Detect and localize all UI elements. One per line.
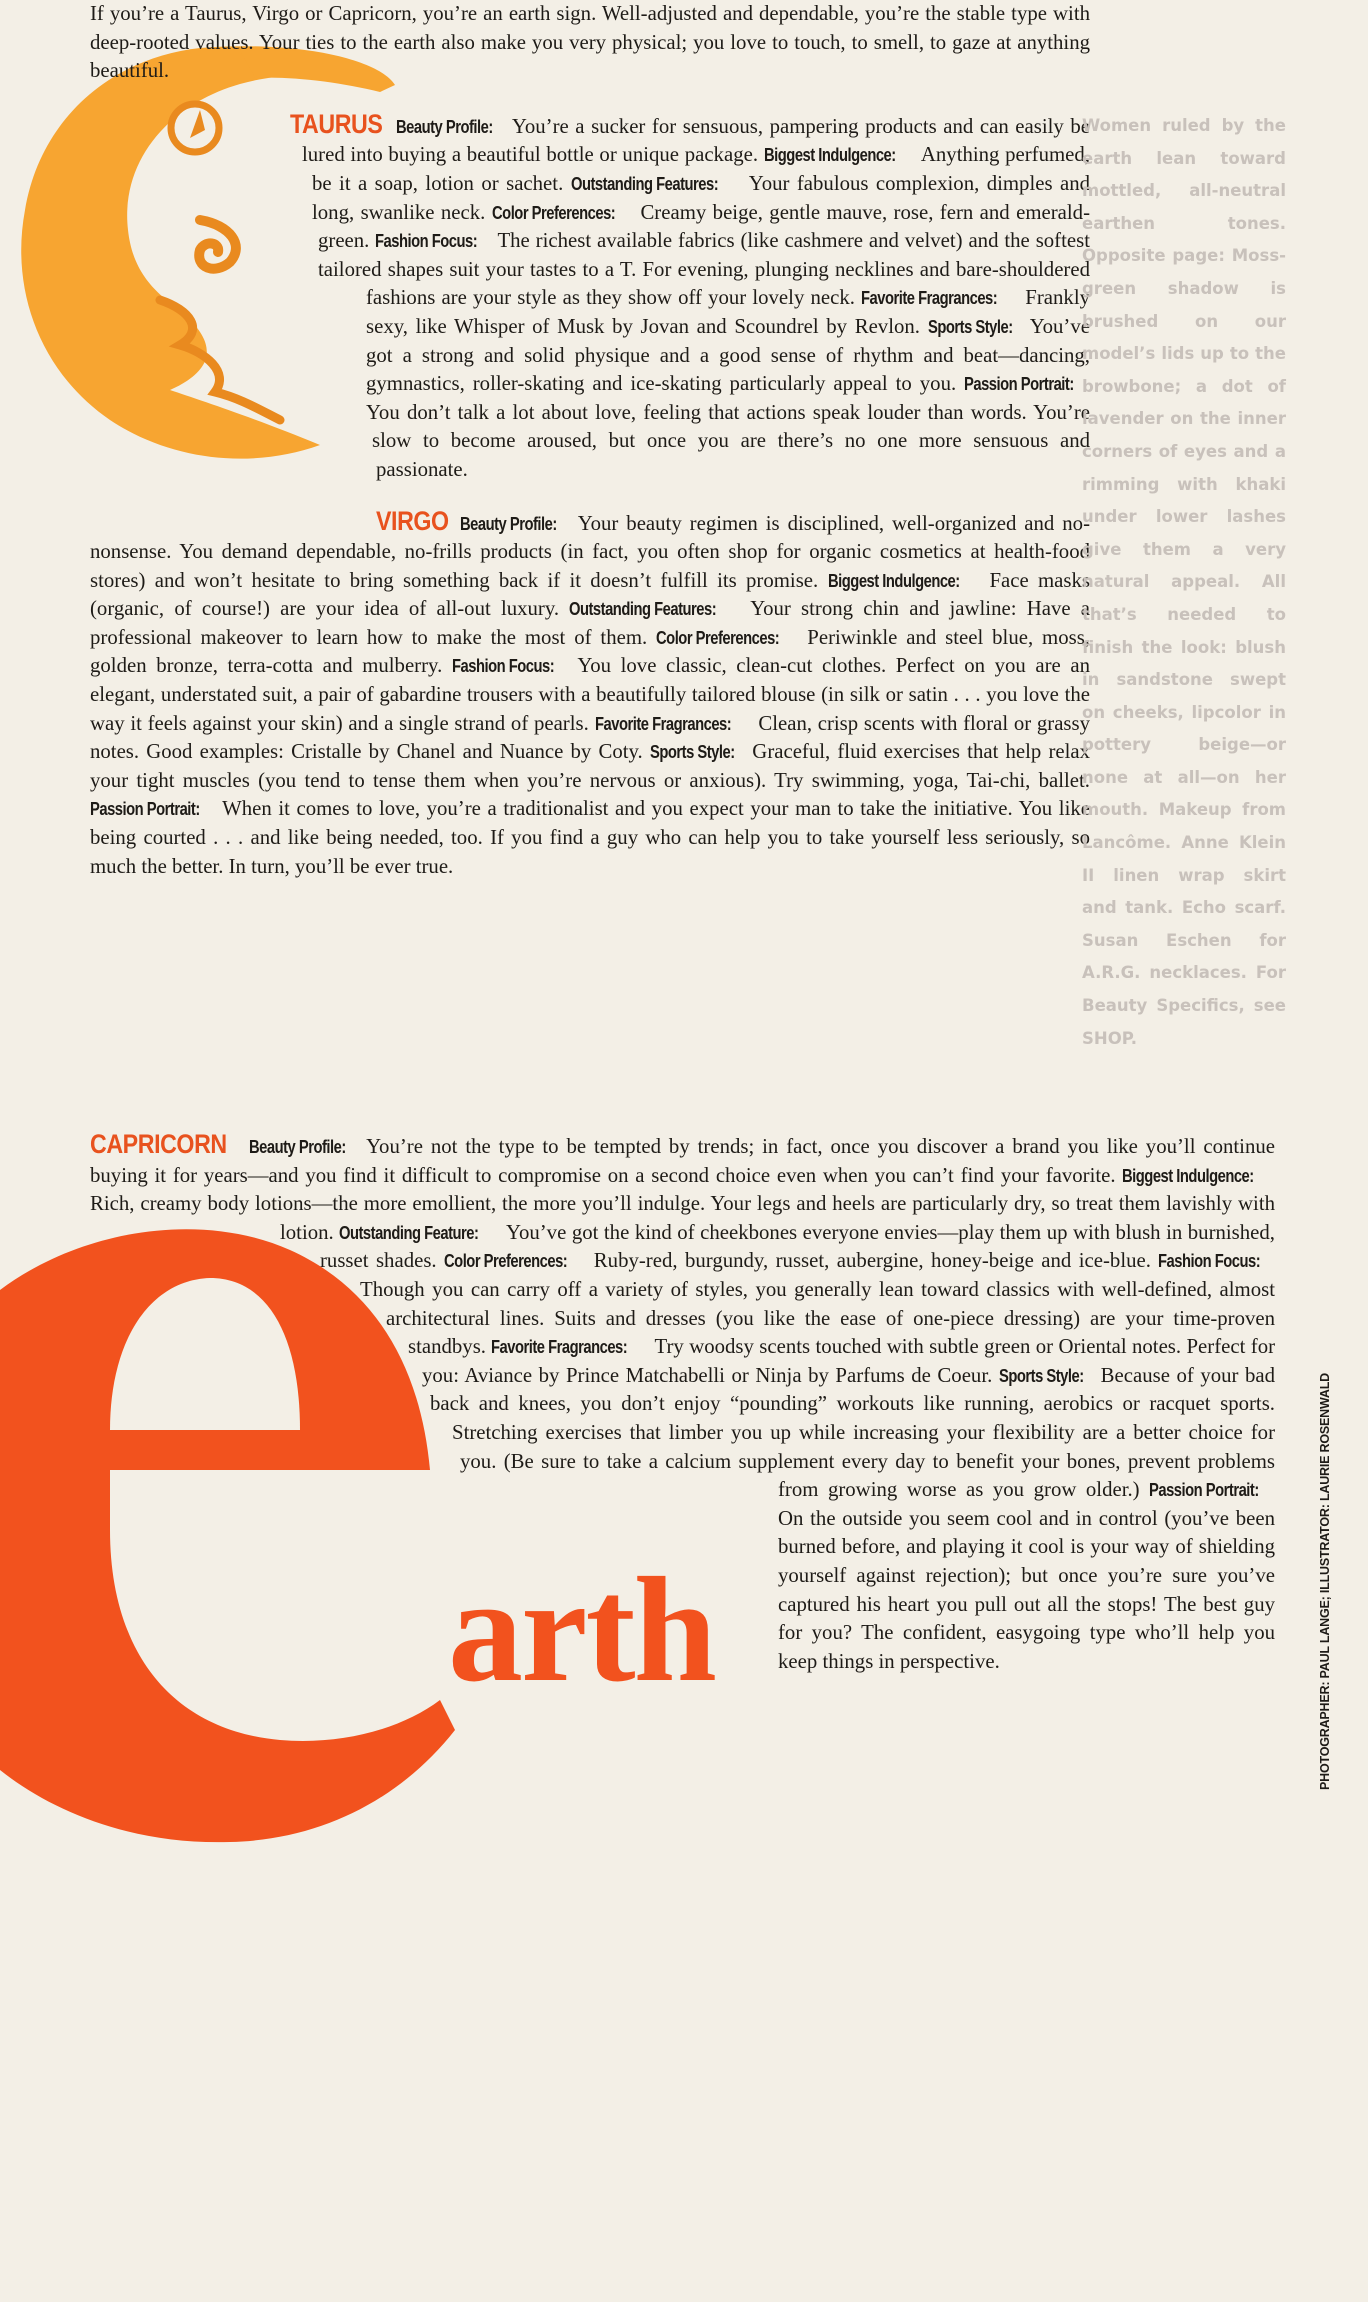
capricorn-beauty: You’re not the type to be tempted by trends; in fact, once you discover a brand you like you’ll continue buying it for years—and you find it difficult to compromise on a second choice even when you can’t find your favorite. (90, 1135, 1275, 1187)
taurus-fashion-label: Fashion Focus: (375, 231, 478, 252)
taurus-passion: You don’t talk a lot about love, feeling that actions speak louder than words. You’re slow to become aroused, but once you are there’s no one more sensuous and passionate. (366, 400, 1090, 481)
taurus-colors-label: Color Preferences: (491, 202, 615, 223)
capricorn-indulgence-label: Biggest Indulgence: (1122, 1165, 1255, 1186)
taurus-heading: TAURUS (290, 108, 383, 139)
capricorn-colors: Ruby-red, burgundy, russet, aubergine, honey-beige and ice-blue. (593, 1249, 1151, 1273)
taurus-beauty: You’re a sucker for sensuous, pampering products and can easily be lured into buying a beautiful bottle or unique package. (302, 114, 1091, 167)
taurus-indulgence: Anything perfumed, be it a soap, lotion or sachet. (312, 143, 1091, 195)
taurus-fashion: The richest available fabrics (like cashmere and velvet) and the softest tailored shapes suit your tastes to a T. For evening, plunging necklines and bare-shouldered fashions are your style as they show off your lovely neck. (318, 229, 1090, 310)
capricorn-block (90, 1130, 1275, 2302)
taurus-features-label: Outstanding Features: (570, 173, 718, 194)
capricorn-passion-label: Passion Portrait: (1149, 1480, 1259, 1501)
capricorn-indulgence: Rich, creamy body lotions—the more emollient, the more you’ll indulge. Your legs and heels are particularly dry, so treat them lavishly with lotion. (90, 1192, 1275, 1244)
capricorn-features: You’ve got the kind of cheekbones everyone envies—play them up with blush in burnished, russet shades. (320, 1220, 1275, 1273)
virgo-features: Your strong chin and jawline: Have a professional makeover to learn how to make the most of them. (90, 597, 1091, 649)
virgo-colors-label: Color Preferences: (656, 627, 780, 648)
virgo-passion: When it comes to love, you’re a traditionalist and you expect your man to take the initiative. You like being courted . . . and like being needed, too. If you find a guy who can help you to take yourself less seriously, so much the better. In turn, you’ll be ever true. (90, 797, 1090, 878)
capricorn-colors-label: Color Preferences: (444, 1251, 568, 1272)
taurus-sports-label: Sports Style: (927, 316, 1013, 337)
virgo-features-label: Outstanding Features: (569, 599, 717, 620)
capricorn-fashion-label: Fashion Focus: (1158, 1251, 1261, 1272)
virgo-indulgence: Face masks (organic, of course!) are your idea of all-out luxury. (90, 568, 1090, 621)
taurus-indulgence-label: Biggest Indulgence: (763, 145, 896, 166)
article-body (90, 0, 1090, 881)
capricorn-fragrance-label: Favorite Fragrances: (491, 1337, 628, 1358)
virgo-fashion-label: Fashion Focus: (451, 656, 555, 677)
virgo-passion-label: Passion Portrait: (90, 799, 200, 820)
capricorn-passion: On the outside you seem cool and in control (you’ve been burned before, and playing it cool is your way of shielding yourself against rejection); but once you’re sure you’ve captured his heart you pull out all the stops! The best guy for you? The confident, easygoing type who’ll help you keep things in perspective. (778, 1506, 1275, 1673)
intro-paragraph: If you’re a Taurus, Virgo or Capricorn, you’re an earth sign. Well-adjusted and dependable, you’re the stable type with deep-rooted values. Your ties to the earth also make you very physical; you love to touch, to smell, to gaze at anything beautiful. (90, 2, 1090, 83)
capricorn-sports-label: Sports Style: (998, 1365, 1084, 1386)
virgo-fashion: You love classic, clean-cut clothes. Perfect on you are an elegant, understated suit, a pair of gabardine trousers with a beautifully tailored blouse (in silk or satin . . . you love the way it feels against your skin) and a single strand of pearls. (90, 654, 1090, 735)
taurus-passion-label: Passion Portrait: (964, 374, 1074, 395)
virgo-beauty: Your beauty regimen is disciplined, well-organized and no-nonsense. You demand dependable, no-frills products (in fact, you often shop for organic cosmetics at health-food stores) and won’t hesitate to bring something back if it doesn’t fulfill its promise. (90, 511, 1090, 592)
taurus-features: Your fabulous complexion, dimples and long, swanlike neck. (312, 171, 1091, 224)
virgo-colors: Periwinkle and steel blue, moss, golden bronze, terra-cotta and mulberry. (90, 625, 1091, 678)
virgo-fragrance: Clean, crisp scents with floral or grassy notes. Good examples: Cristalle by Chanel and Nuance by Coty. (90, 711, 1091, 764)
virgo-sports-label: Sports Style: (649, 742, 735, 763)
capricorn-features-label: Outstanding Feature: (339, 1222, 479, 1243)
virgo-section (90, 507, 1090, 882)
virgo-beauty-label: Beauty Profile: (460, 513, 558, 534)
virgo-indulgence-label: Biggest Indulgence: (827, 570, 960, 591)
capricorn-fragrance: Try woodsy scents touched with subtle green or Oriental notes. Perfect for you: Aviance by Prince Matchabelli or Ninja by Parfums de Coeur. (422, 1335, 1276, 1387)
earth-title-word: arth (448, 1547, 715, 1713)
capricorn-beauty-label: Beauty Profile: (248, 1137, 346, 1157)
capricorn-heading: CAPRICORN (90, 1129, 227, 1159)
photo-caption: Women ruled by the earth lean toward mottled, all-neutral earthen tones. Opposite page: Moss-green shadow is brushed on our model’s lids up to the browbone; a dot of lavender on the inner corners of eyes and a rimming with khaki under lower lashes give them a very natural appeal. All that’s needed to finish the look: blush in sandstone swept on cheeks, lipcolor in pottery beige—or none at all—on her mouth. Makeup from Lancôme. Anne Klein II linen wrap skirt and tank. Echo scarf. Susan Eschen for A.R.G. necklaces. For Beauty Specifics, see SHOP. (1082, 116, 1286, 1048)
virgo-fragrance-label: Favorite Fragrances: (594, 713, 731, 734)
taurus-colors: Creamy beige, gentle mauve, rose, fern and emerald-green. (318, 200, 1090, 253)
taurus-beauty-label: Beauty Profile: (396, 116, 493, 137)
virgo-sports: Graceful, fluid exercises that help relax your tight muscles (you tend to tense them when you’re nervous or anxious). Try swimming, yoga, Tai-chi, ballet. (90, 740, 1091, 792)
virgo-heading: VIRGO (376, 505, 449, 536)
capricorn-sports: Because of your bad back and knees, you don’t enjoy “pounding” workouts like running, aerobics or racquet sports. Stretching exercises that limber you up while increasing your flexibility are a better choice for you. (Be sure to take a calcium supplement every day to benefit your bones, prevent problems from growing worse as you grow older.) (430, 1363, 1276, 1502)
taurus-sports: You’ve got a strong and solid physique and a good sense of rhythm and beat—dancing, gymnastics, roller-skating and ice-skating particularly appeal to you. (366, 314, 1090, 396)
taurus-fragrance-label: Favorite Fragrances: (861, 288, 998, 309)
taurus-fragrance: Frankly sexy, like Whisper of Musk by Jovan and Scoundrel by Revlon. (366, 286, 1090, 338)
photo-credit: PHOTOGRAPHER: PAUL LANGE; ILLUSTRATOR: LAURIE ROSENWALD (1318, 1372, 1332, 1790)
capricorn-fashion: Though you can carry off a variety of styles, you generally lean toward classics with well-defined, almost architectural lines. Suits and dresses (you like the ease of one-piece dressing) are your time-proven standbys. (360, 1277, 1275, 1359)
